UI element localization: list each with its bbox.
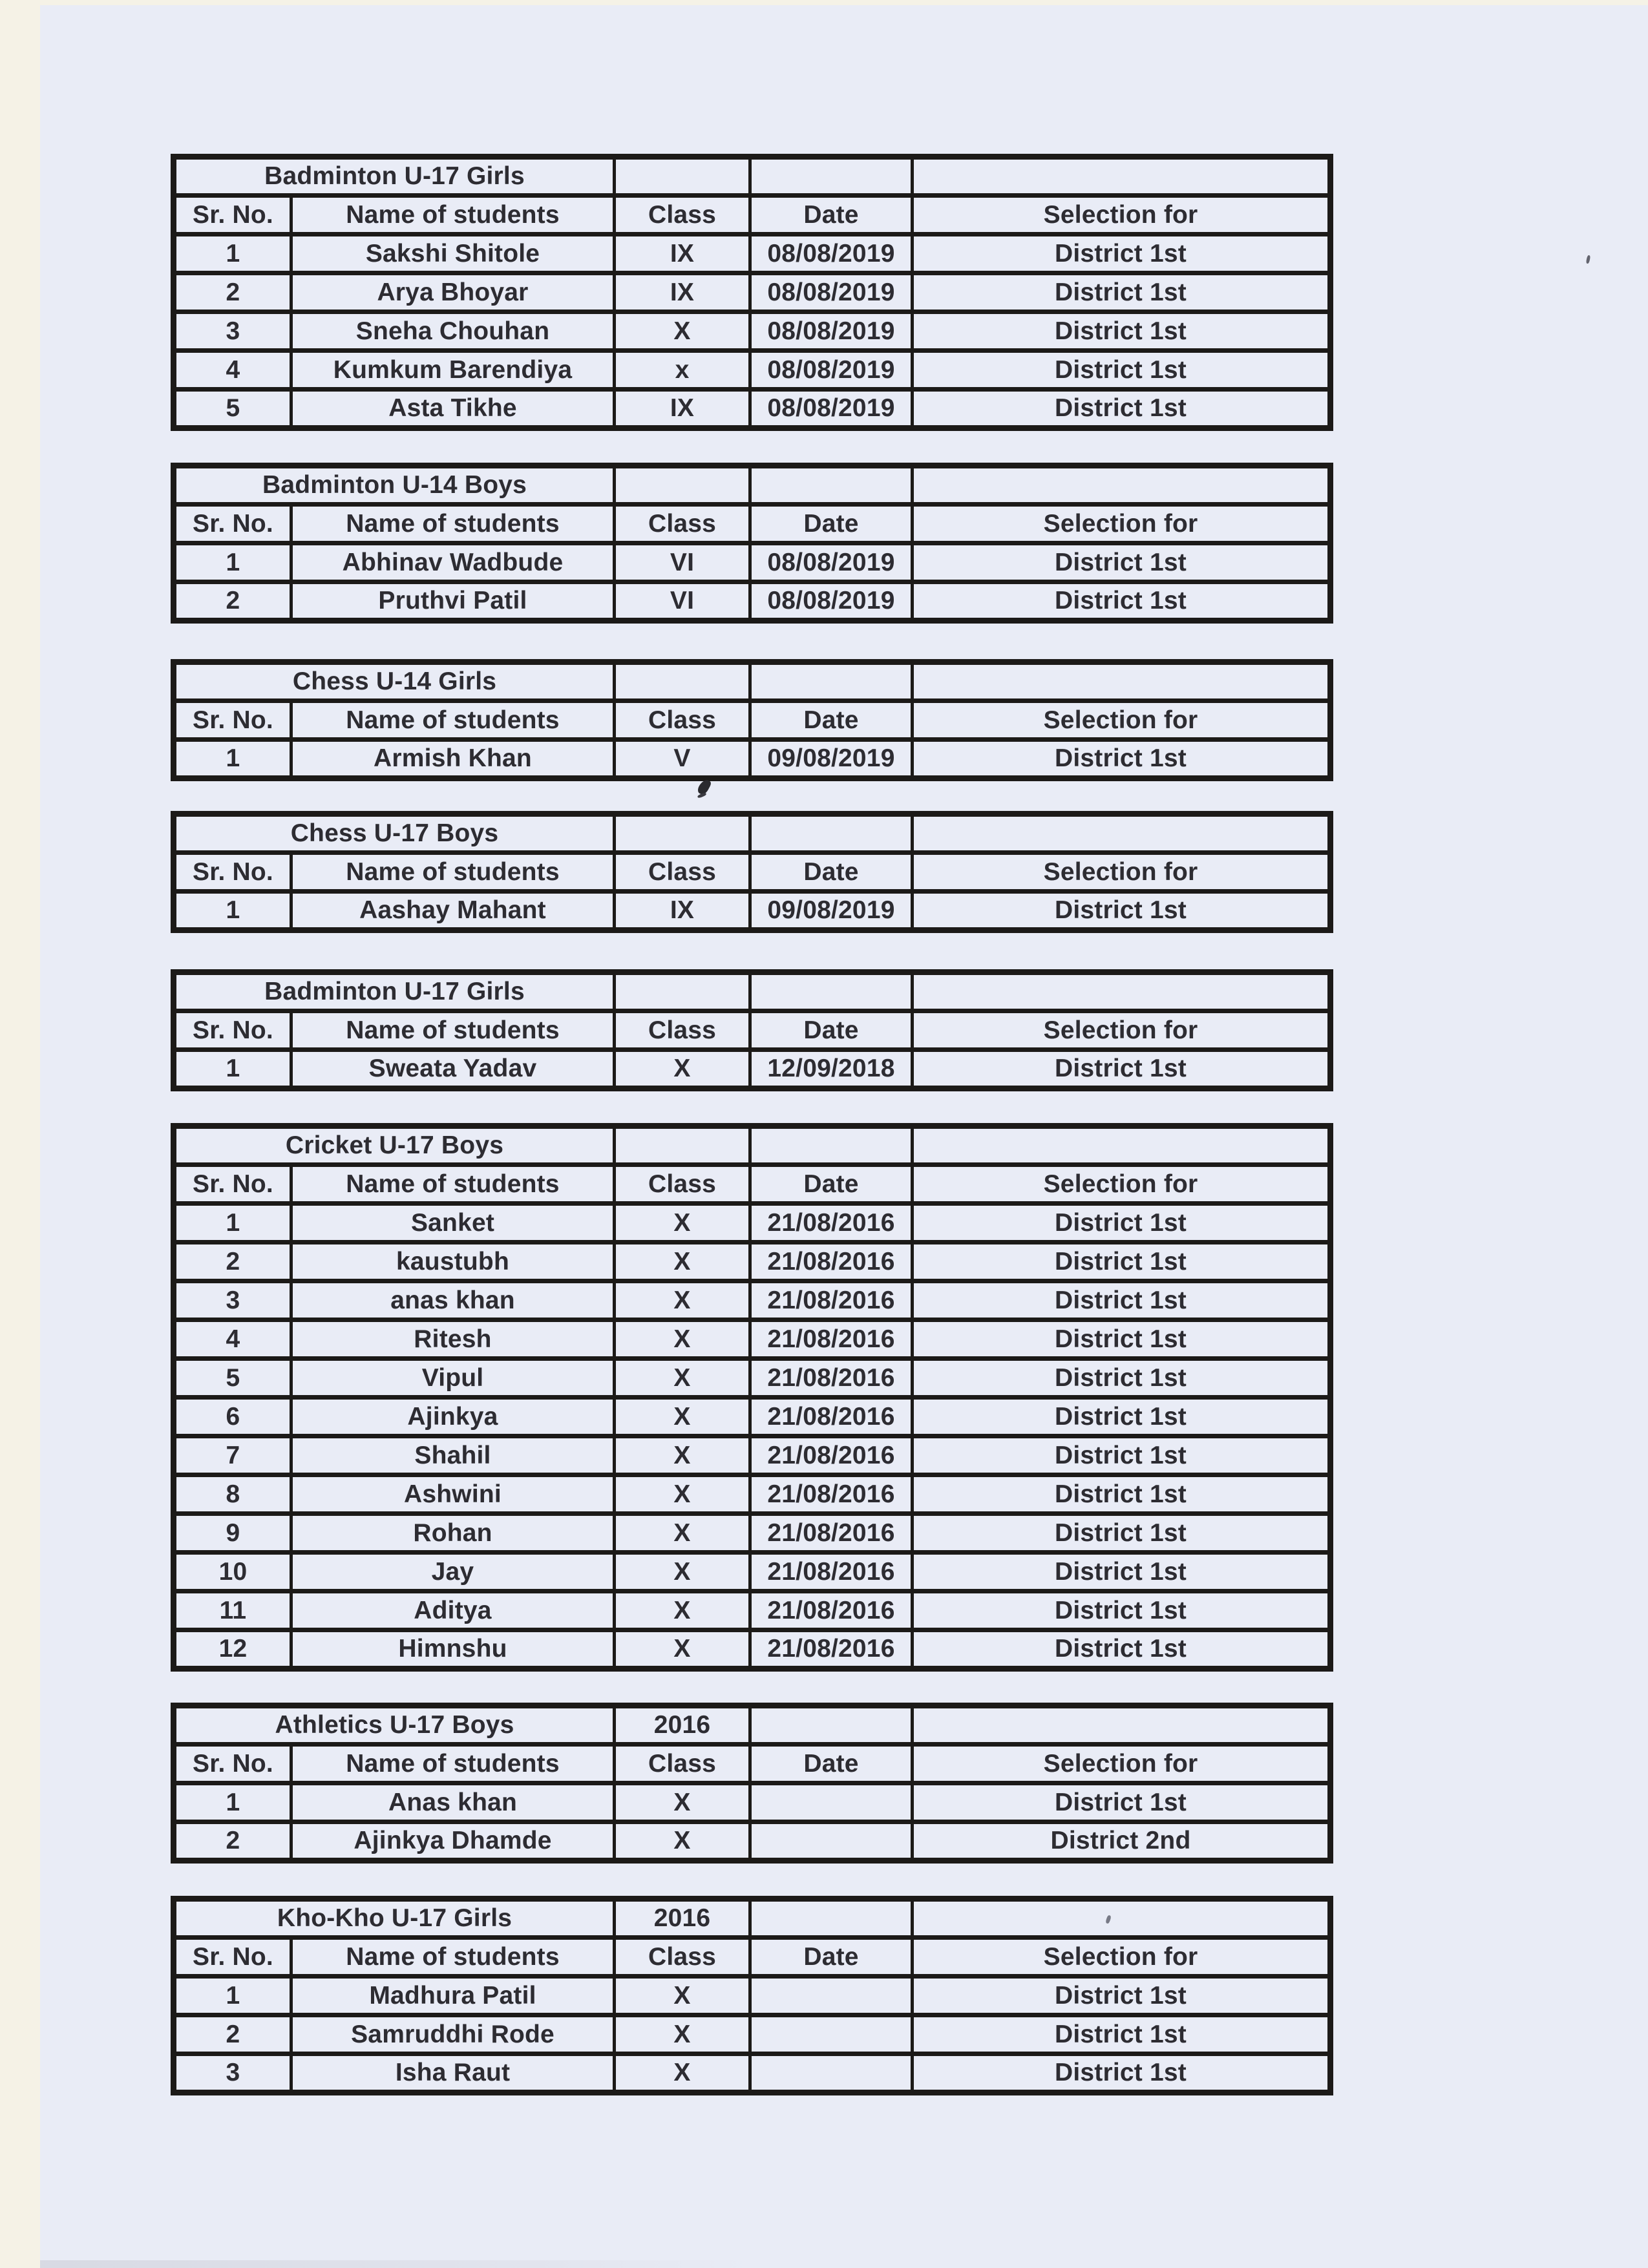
col-header-sr-no: Sr. No. [174,1938,291,1977]
cell-sr-no: 3 [174,1281,291,1320]
cell-date: 21/08/2016 [750,1591,913,1630]
table-title-row [174,157,1331,196]
cell-name: Aditya [291,1591,615,1630]
cell-class: x [615,351,750,390]
col-header-selection: Selection for [913,1011,1331,1050]
table-row [174,235,1331,273]
cell-class: VI [615,543,750,582]
table-title: Kho-Kho U-17 Girls [174,1899,615,1938]
col-header-selection: Selection for [913,1165,1331,1204]
cell-date: 08/08/2019 [750,273,913,312]
col-header-class: Class [615,701,750,740]
cell-class: X [615,1436,750,1475]
col-header-date: Date [750,701,913,740]
cell-date: 21/08/2016 [750,1398,913,1436]
cell-class: X [615,1630,750,1669]
table-row [174,1822,1331,1861]
cell-name: Armish Khan [291,740,615,779]
cell-class: IX [615,892,750,930]
col-header-selection: Selection for [913,1938,1331,1977]
cell-name: Aashay Mahant [291,892,615,930]
col-header-name: Name of students [291,1938,615,1977]
table-row [174,740,1331,779]
cell-class: X [615,2054,750,2093]
selection-table-6 [171,1123,1333,1672]
col-header-sr-no: Sr. No. [174,1745,291,1783]
cell-selection: District 2nd [913,1822,1331,1861]
empty-cell [913,972,1331,1011]
cell-date [750,1783,913,1822]
cell-name: Asta Tikhe [291,390,615,428]
cell-selection: District 1st [913,582,1331,621]
cell-selection: District 1st [913,1243,1331,1281]
empty-cell [750,1706,913,1745]
cell-date: 21/08/2016 [750,1630,913,1669]
table-title-row [174,1126,1331,1165]
table-title: Badminton U-17 Girls [174,972,615,1011]
col-header-class: Class [615,1938,750,1977]
col-header-sr-no: Sr. No. [174,853,291,892]
table-title: Chess U-17 Boys [174,814,615,853]
cell-name: Shahil [291,1436,615,1475]
cell-selection: District 1st [913,1050,1331,1089]
cell-name: Ajinkya Dhamde [291,1822,615,1861]
cell-date: 21/08/2016 [750,1436,913,1475]
col-header-date: Date [750,1165,913,1204]
empty-cell [750,157,913,196]
table-row [174,1281,1331,1320]
table-year [615,157,750,196]
col-header-name: Name of students [291,1011,615,1050]
cell-class: IX [615,273,750,312]
cell-date: 09/08/2019 [750,892,913,930]
cell-class: X [615,1977,750,2015]
cell-sr-no: 1 [174,740,291,779]
cell-selection: District 1st [913,1475,1331,1514]
cell-sr-no: 2 [174,273,291,312]
col-header-name: Name of students [291,1745,615,1783]
empty-cell [750,662,913,701]
cell-selection: District 1st [913,1204,1331,1243]
cell-class: X [615,1475,750,1514]
col-header-selection: Selection for [913,196,1331,235]
cell-name: Samruddhi Rode [291,2015,615,2054]
cell-selection: District 1st [913,1783,1331,1822]
table-row [174,390,1331,428]
table-year: 2016 [615,1706,750,1745]
cell-sr-no: 4 [174,351,291,390]
col-header-sr-no: Sr. No. [174,701,291,740]
cell-sr-no: 2 [174,1243,291,1281]
cell-selection: District 1st [913,1281,1331,1320]
cell-date: 09/08/2019 [750,740,913,779]
table-row [174,273,1331,312]
cell-sr-no: 5 [174,1359,291,1398]
cell-selection: District 1st [913,2015,1331,2054]
table-header-row [174,1165,1331,1204]
cell-selection: District 1st [913,390,1331,428]
table-title-row [174,1899,1331,1938]
col-header-date: Date [750,1745,913,1783]
table-title-row [174,972,1331,1011]
cell-sr-no: 4 [174,1320,291,1359]
empty-cell [913,1899,1331,1938]
scan-edge-shadow [40,2260,751,2268]
table-row [174,2015,1331,2054]
cell-name: Pruthvi Patil [291,582,615,621]
cell-sr-no: 5 [174,390,291,428]
table-year: 2016 [615,1899,750,1938]
cell-name: Isha Raut [291,2054,615,2093]
table-title: Chess U-14 Girls [174,662,615,701]
cell-sr-no: 11 [174,1591,291,1630]
selection-table-7 [171,1703,1333,1864]
cell-date: 08/08/2019 [750,582,913,621]
table-title-row [174,662,1331,701]
cell-sr-no: 10 [174,1553,291,1591]
table-year [615,1126,750,1165]
cell-sr-no: 1 [174,1204,291,1243]
cell-name: Ashwini [291,1475,615,1514]
selection-table-2 [171,463,1333,624]
selection-table-3 [171,659,1333,781]
cell-class: X [615,1359,750,1398]
cell-date: 08/08/2019 [750,235,913,273]
col-header-selection: Selection for [913,701,1331,740]
cell-name: Ajinkya [291,1398,615,1436]
cell-sr-no: 3 [174,2054,291,2093]
cell-sr-no: 12 [174,1630,291,1669]
col-header-date: Date [750,505,913,543]
cell-sr-no: 2 [174,1822,291,1861]
cell-class: X [615,1783,750,1822]
cell-date: 08/08/2019 [750,543,913,582]
cell-date: 21/08/2016 [750,1243,913,1281]
cell-name: kaustubh [291,1243,615,1281]
table-row [174,582,1331,621]
cell-name: Himnshu [291,1630,615,1669]
cell-name: Kumkum Barendiya [291,351,615,390]
table-title-row [174,814,1331,853]
table-header-row [174,1011,1331,1050]
cell-sr-no: 1 [174,235,291,273]
cell-date: 21/08/2016 [750,1514,913,1553]
cell-selection: District 1st [913,1553,1331,1591]
table-row [174,1977,1331,2015]
empty-cell [750,466,913,505]
col-header-date: Date [750,1011,913,1050]
cell-date [750,1977,913,2015]
table-header-row [174,505,1331,543]
table-title: Badminton U-14 Boys [174,466,615,505]
table-title-row [174,1706,1331,1745]
table-row [174,1243,1331,1281]
col-header-sr-no: Sr. No. [174,505,291,543]
table-row [174,1591,1331,1630]
cell-class: X [615,1243,750,1281]
empty-cell [750,972,913,1011]
cell-sr-no: 1 [174,1050,291,1089]
table-row [174,1436,1331,1475]
cell-sr-no: 7 [174,1436,291,1475]
cell-date: 12/09/2018 [750,1050,913,1089]
table-row [174,2054,1331,2093]
table-row [174,1398,1331,1436]
cell-selection: District 1st [913,1977,1331,2015]
cell-selection: District 1st [913,1359,1331,1398]
table-row [174,892,1331,930]
table-row [174,1514,1331,1553]
cell-class: X [615,2015,750,2054]
cell-sr-no: 1 [174,1783,291,1822]
cell-class: X [615,312,750,351]
cell-class: X [615,1320,750,1359]
cell-date [750,1822,913,1861]
cell-name: Arya Bhoyar [291,273,615,312]
table-row [174,312,1331,351]
cell-class: VI [615,582,750,621]
cell-sr-no: 8 [174,1475,291,1514]
table-header-row [174,853,1331,892]
empty-cell [750,814,913,853]
table-year [615,814,750,853]
col-header-sr-no: Sr. No. [174,1011,291,1050]
table-header-row [174,701,1331,740]
col-header-sr-no: Sr. No. [174,196,291,235]
table-year [615,972,750,1011]
cell-selection: District 1st [913,1630,1331,1669]
col-header-selection: Selection for [913,853,1331,892]
table-header-row [174,1745,1331,1783]
table-header-row [174,1938,1331,1977]
cell-name: Rohan [291,1514,615,1553]
col-header-name: Name of students [291,853,615,892]
cell-name: Sweata Yadav [291,1050,615,1089]
cell-selection: District 1st [913,1398,1331,1436]
cell-name: Sanket [291,1204,615,1243]
cell-name: Sakshi Shitole [291,235,615,273]
table-row [174,1475,1331,1514]
cell-class: X [615,1822,750,1861]
table-row [174,1204,1331,1243]
cell-selection: District 1st [913,273,1331,312]
cell-name: Abhinav Wadbude [291,543,615,582]
cell-name: Sneha Chouhan [291,312,615,351]
empty-cell [913,662,1331,701]
cell-date: 08/08/2019 [750,312,913,351]
col-header-date: Date [750,1938,913,1977]
cell-class: X [615,1553,750,1591]
cell-sr-no: 6 [174,1398,291,1436]
col-header-date: Date [750,196,913,235]
selection-table-8 [171,1896,1333,2095]
col-header-class: Class [615,1745,750,1783]
selection-table-4 [171,811,1333,933]
table-title: Athletics U-17 Boys [174,1706,615,1745]
cell-date: 21/08/2016 [750,1475,913,1514]
empty-cell [913,814,1331,853]
cell-sr-no: 2 [174,2015,291,2054]
cell-class: X [615,1281,750,1320]
table-title: Cricket U-17 Boys [174,1126,615,1165]
cell-name: Anas khan [291,1783,615,1822]
cell-selection: District 1st [913,2054,1331,2093]
col-header-sr-no: Sr. No. [174,1165,291,1204]
cell-date [750,2054,913,2093]
cell-date: 08/08/2019 [750,351,913,390]
cell-selection: District 1st [913,1320,1331,1359]
cell-name: Vipul [291,1359,615,1398]
cell-date: 21/08/2016 [750,1320,913,1359]
cell-name: Ritesh [291,1320,615,1359]
cell-selection: District 1st [913,1514,1331,1553]
cell-date [750,2015,913,2054]
cell-date: 21/08/2016 [750,1204,913,1243]
cell-date: 08/08/2019 [750,390,913,428]
table-row [174,1320,1331,1359]
cell-class: IX [615,390,750,428]
empty-cell [750,1899,913,1938]
empty-cell [750,1126,913,1165]
col-header-class: Class [615,1165,750,1204]
col-header-class: Class [615,853,750,892]
col-header-class: Class [615,1011,750,1050]
table-row [174,1553,1331,1591]
cell-sr-no: 1 [174,892,291,930]
cell-sr-no: 1 [174,543,291,582]
table-row [174,1783,1331,1822]
table-title-row [174,466,1331,505]
cell-class: V [615,740,750,779]
col-header-selection: Selection for [913,505,1331,543]
cell-selection: District 1st [913,1436,1331,1475]
selection-table-5 [171,969,1333,1091]
cell-selection: District 1st [913,351,1331,390]
empty-cell [913,157,1331,196]
empty-cell [913,1706,1331,1745]
cell-sr-no: 3 [174,312,291,351]
cell-sr-no: 2 [174,582,291,621]
cell-sr-no: 9 [174,1514,291,1553]
col-header-name: Name of students [291,1165,615,1204]
cell-class: X [615,1398,750,1436]
empty-cell [913,466,1331,505]
table-row [174,1050,1331,1089]
cell-class: X [615,1050,750,1089]
cell-name: anas khan [291,1281,615,1320]
col-header-name: Name of students [291,196,615,235]
cell-sr-no: 1 [174,1977,291,2015]
cell-class: IX [615,235,750,273]
cell-class: X [615,1591,750,1630]
table-header-row [174,196,1331,235]
cell-selection: District 1st [913,892,1331,930]
cell-class: X [615,1514,750,1553]
cell-date: 21/08/2016 [750,1281,913,1320]
col-header-name: Name of students [291,505,615,543]
col-header-class: Class [615,196,750,235]
cell-date: 21/08/2016 [750,1553,913,1591]
col-header-selection: Selection for [913,1745,1331,1783]
table-row [174,1359,1331,1398]
table-year [615,662,750,701]
cell-name: Madhura Patil [291,1977,615,2015]
table-row [174,543,1331,582]
table-row [174,351,1331,390]
cell-selection: District 1st [913,235,1331,273]
col-header-name: Name of students [291,701,615,740]
cell-selection: District 1st [913,740,1331,779]
cell-selection: District 1st [913,312,1331,351]
cell-date: 21/08/2016 [750,1359,913,1398]
table-year [615,466,750,505]
empty-cell [913,1126,1331,1165]
table-row [174,1630,1331,1669]
selection-table-1 [171,154,1333,431]
cell-name: Jay [291,1553,615,1591]
col-header-date: Date [750,853,913,892]
cell-selection: District 1st [913,1591,1331,1630]
cell-selection: District 1st [913,543,1331,582]
cell-class: X [615,1204,750,1243]
col-header-class: Class [615,505,750,543]
table-title: Badminton U-17 Girls [174,157,615,196]
